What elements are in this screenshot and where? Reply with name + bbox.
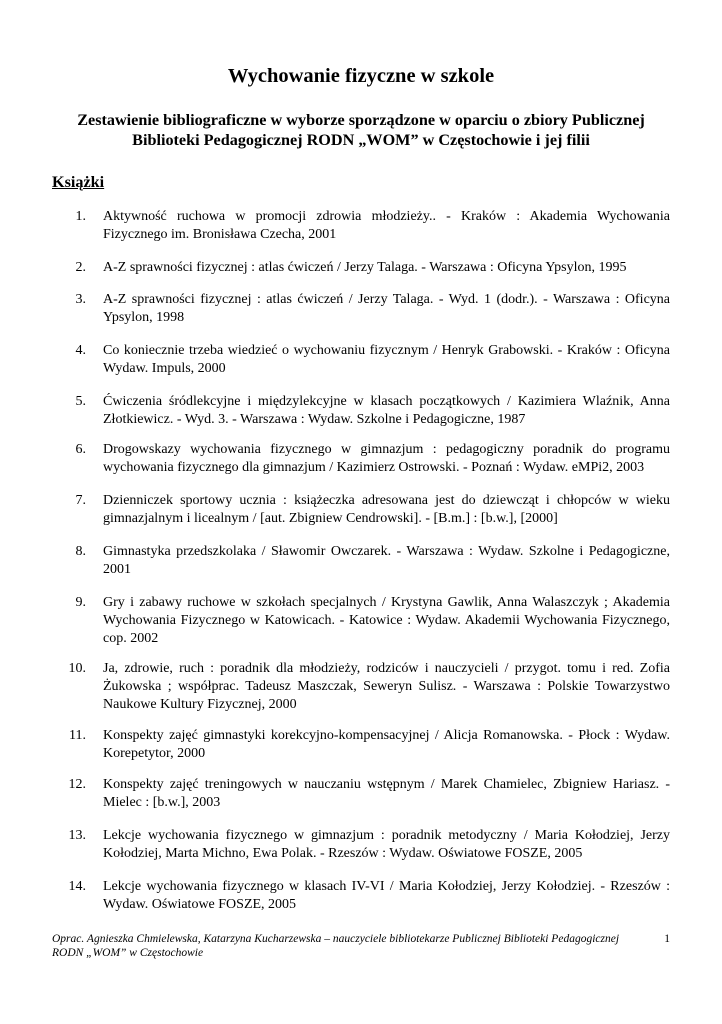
entry-text: Ja, zdrowie, ruch : poradnik dla młodzieży, rodziców i nauczycieli / przygot. tomu i red. Zofia Żukowska ; współprac. Tadeusz Maszczak, Seweryn Sulisz. - Warszawa : Polskie Towarzystwo Naukowe Kultury Fizycznej, 2000 (103, 661, 670, 712)
entry-number: 4. (75, 343, 86, 358)
entry-number: 2. (75, 260, 86, 275)
entry-text: Lekcje wychowania fizycznego w klasach IV-VI / Maria Kołodziej, Jerzy Kołodziej. - Rzeszów : Wydaw. Oświatowe FOSZE, 2005 (103, 879, 670, 912)
entry-number: 10. (68, 661, 86, 676)
footer-credits: Oprac. Agnieszka Chmielewska, Katarzyna Kucharzewska – nauczyciele bibliotekarze Publicznej Biblioteki Pedagogicznej RODN „WOM” w Częstochowie (52, 933, 620, 959)
entry-number: 6. (75, 442, 86, 457)
entry-number: 3. (75, 292, 86, 307)
entry-number: 1. (75, 209, 86, 224)
entry-text: Ćwiczenia śródlekcyjne i międzylekcyjne w klasach początkowych / Kazimiera Wlaźnik, Anna Złotkiewicz. - Wyd. 3. - Warszawa : Wydaw. Szkolne i Pedagogiczne, 1987 (103, 394, 670, 427)
entry-number: 9. (75, 595, 86, 610)
entry-number: 8. (75, 544, 86, 559)
entry-text: Konspekty zajęć gimnastyki korekcyjno-kompensacyjnej / Alicja Romanowska. - Płock : Wydaw. Korepetytor, 2000 (103, 728, 670, 761)
entry-number: 12. (68, 777, 86, 792)
entry-text: Gimnastyka przedszkolaka / Sławomir Owczarek. - Warszawa : Wydaw. Szkolne i Pedagogiczne, 2001 (103, 544, 670, 577)
entry-number: 13. (68, 828, 86, 843)
entry-text: Lekcje wychowania fizycznego w gimnazjum : poradnik metodyczny / Maria Kołodziej, Jerzy Kołodziej, Marta Michno, Ewa Polak. - Rzeszów : Wydaw. Oświatowe FOSZE, 2005 (103, 828, 670, 861)
section-heading-books: Książki (52, 173, 105, 191)
entry-text: Konspekty zajęć treningowych w nauczaniu wstępnym / Marek Chamielec, Zbigniew Hariasz. - Mielec : [b.w.], 2003 (103, 777, 670, 810)
entry-text: A-Z sprawności fizycznej : atlas ćwiczeń / Jerzy Talaga. - Wyd. 1 (dodr.). - Warszawa : Oficyna Ypsylon, 1998 (103, 292, 670, 325)
entry-text: Co koniecznie trzeba wiedzieć o wychowaniu fizycznym / Henryk Grabowski. - Kraków : Oficyna Wydaw. Impuls, 2000 (103, 343, 670, 376)
entry-text: Dzienniczek sportowy ucznia : książeczka adresowana jest do dziewcząt i chłopców w wieku gimnazjalnym i licealnym / [aut. Zbigniew Cendrowski]. - [B.m.] : [b.w.], [2000] (103, 493, 670, 526)
document-subtitle: Zestawienie bibliograficzne w wyborze sporządzone w oparciu o zbiory Publicznej Biblioteki Pedagogicznej RODN „WOM” w Częstochowie i jej filii (77, 111, 645, 149)
entry-number: 14. (68, 879, 86, 894)
entry-number: 7. (75, 493, 86, 508)
document-title: Wychowanie fizyczne w szkole (227, 65, 495, 87)
entry-text: Drogowskazy wychowania fizycznego w gimnazjum : pedagogiczny poradnik do programu wychowania fizycznego dla gimnazjum / Kazimierz Ostrowski. - Poznań : Wydaw. eMPi2, 2003 (103, 442, 670, 475)
entry-text: A-Z sprawności fizycznej : atlas ćwiczeń / Jerzy Talaga. - Warszawa : Oficyna Ypsylon, 1995 (103, 260, 627, 275)
entry-number: 5. (75, 394, 86, 409)
page-number: 1 (664, 933, 670, 945)
entry-text: Gry i zabawy ruchowe w szkołach specjalnych / Krystyna Gawlik, Anna Walaszczyk ; Akademia Wychowania Fizycznego w Katowicach. - Katowice : Wydaw. Akademii Wychowania Fizycznego, cop. 2002 (103, 595, 670, 646)
entry-text: Aktywność ruchowa w promocji zdrowia młodzieży.. - Kraków : Akademia Wychowania Fizycznego im. Bronisława Czecha, 2001 (103, 209, 670, 242)
entry-number: 11. (69, 728, 86, 743)
